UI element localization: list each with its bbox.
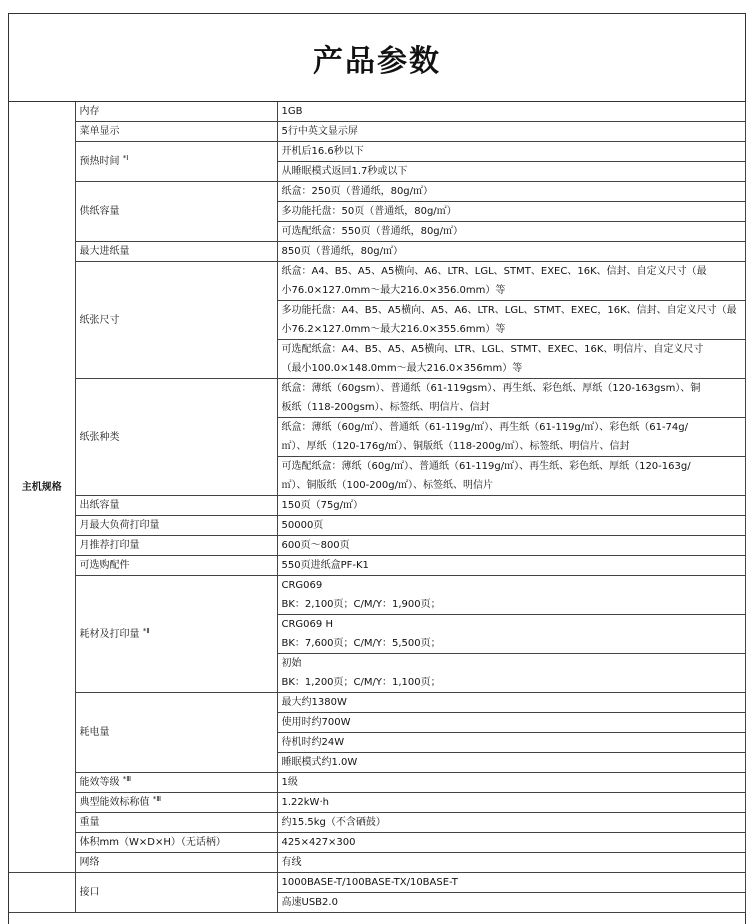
- row-value: 高速USB2.0: [277, 893, 745, 913]
- footnote-mark: *Ⅱ: [142, 626, 150, 635]
- table-row: [9, 122, 745, 142]
- table-row: [9, 576, 745, 615]
- row-label-paper-type: 纸张种类: [75, 379, 277, 496]
- row-value: 纸盒：250页（普通纸，80g/㎡）: [277, 182, 745, 202]
- row-value: 睡眠模式约1.0W: [277, 753, 745, 773]
- row-label-paper-size: 纸张尺寸: [75, 262, 277, 379]
- table-row: [9, 773, 745, 793]
- row-value: 待机时约24W: [277, 733, 745, 753]
- row-value: 550页进纸盒PF-K1: [277, 556, 745, 576]
- row-value: 纸盒：薄纸（60gsm）、普通纸（61-119gsm）、再生纸、彩色纸、厚纸（120-163gsm）、铜 板纸（118-200gsm）、标签纸、明信片、信封: [277, 379, 745, 418]
- table-row: [9, 853, 745, 873]
- row-value: 可选配纸盒：550页（普通纸，80g/㎡）: [277, 222, 745, 242]
- row-value: 多功能托盘：A4、B5、A5横向、A5、A6、LTR、LGL、STMT、EXEC，16K、信封、自定义尺寸（最 小76.2×127.0mm～最大216.0×355.6mm）等: [277, 301, 745, 340]
- row-value: 可选配纸盒：A4、B5、A5、A5横向、LTR、LGL、STMT、EXEC、16K、明信片、自定义尺寸 （最小100.0×148.0mm～最大216.0×356mm）等: [277, 340, 745, 379]
- table-row: [9, 496, 745, 516]
- row-label-energy-class: 能效等级 $^{*Ⅲ}$: [75, 773, 277, 793]
- row-label-max-input: 最大进纸量: [75, 242, 277, 262]
- table-row: [9, 536, 745, 556]
- row-value: 可选配纸盒：薄纸（60g/㎡）、普通纸（61-119g/㎡）、再生纸、彩色纸、厚纸（120-163g/ ㎡）、铜版纸（100-200g/㎡）、标签纸、明信片: [277, 457, 745, 496]
- row-value: 有线: [277, 853, 745, 873]
- spec-sheet: [8, 13, 746, 924]
- spec-table: [9, 102, 746, 913]
- row-label-max-duty: 月最大负荷打印量: [75, 516, 277, 536]
- row-value: 1GB: [277, 102, 745, 122]
- row-label-power: 耗电量: [75, 693, 277, 773]
- table-row: [9, 142, 745, 162]
- row-value: 1.22kW·h: [277, 793, 745, 813]
- table-row: [9, 556, 745, 576]
- footnote-mark: *Ⅲ: [152, 795, 162, 803]
- row-value: 425×427×300: [277, 833, 745, 853]
- row-label-output-capacity: 出纸容量: [75, 496, 277, 516]
- row-value: 850页（普通纸，80g/㎡）: [277, 242, 745, 262]
- table-row: [9, 242, 745, 262]
- row-label-consumables: 耗材及打印量 $^{*Ⅱ}$: [75, 576, 277, 693]
- table-row: [9, 379, 745, 418]
- row-label-dimensions: 体积mm（W×D×H）（无话柄）: [75, 833, 277, 853]
- row-value: 150页（75g/㎡）: [277, 496, 745, 516]
- row-label-warmup: 预热时间 $^{*Ⅰ}$: [75, 142, 277, 182]
- page-title: 产品参数: [313, 43, 441, 79]
- row-value: 初始 BK：1,200页；C/M/Y：1,100页；: [277, 654, 745, 693]
- row-label-network: 网络: [75, 853, 277, 873]
- row-value: 使用时约700W: [277, 713, 745, 733]
- row-value: 多功能托盘：50页（普通纸，80g/㎡）: [277, 202, 745, 222]
- footnote-mark: *Ⅰ: [122, 154, 129, 162]
- table-row: [9, 873, 745, 893]
- table-row: [9, 693, 745, 713]
- footnote-mark: *Ⅲ: [122, 775, 132, 783]
- row-value: 1级: [277, 773, 745, 793]
- row-label-menu-display: 菜单显示: [75, 122, 277, 142]
- row-value: 纸盒：A4、B5、A5、A5横向、A6、LTR、LGL、STMT、EXEC、16K、信封、自定义尺寸（最 小76.0×127.0mm～最大216.0×356.0mm）等: [277, 262, 745, 301]
- row-value: 纸盒：薄纸（60g/㎡）、普通纸（61-119g/㎡）、再生纸（61-119g/㎡）、彩色纸（61-74g/ ㎡）、厚纸（120-176g/㎡）、铜版纸（118-200g/㎡）、标签纸、明信片、信封: [277, 418, 745, 457]
- table-row: [9, 833, 745, 853]
- row-label-recommended-volume: 月推荐打印量: [75, 536, 277, 556]
- row-value: 50000页: [277, 516, 745, 536]
- group-label-continued: [9, 873, 75, 913]
- row-value: 约15.5kg（不含硒鼓）: [277, 813, 745, 833]
- title-band: [9, 14, 745, 102]
- row-label-options: 可选购配件: [75, 556, 277, 576]
- row-value: 1000BASE-T/100BASE-TX/10BASE-T: [277, 873, 745, 893]
- row-value: 5行中英文显示屏: [277, 122, 745, 142]
- table-row: [9, 793, 745, 813]
- row-value: CRG069 BK：2,100页；C/M/Y：1,900页；: [277, 576, 745, 615]
- row-label-tec: 典型能效标称值 $^{*Ⅲ}$: [75, 793, 277, 813]
- row-value: 最大约1380W: [277, 693, 745, 713]
- table-row: [9, 516, 745, 536]
- row-value: 从睡眠模式返回1.7秒或以下: [277, 162, 745, 182]
- row-label-paper-capacity: 供纸容量: [75, 182, 277, 242]
- row-value: 开机后16.6秒以下: [277, 142, 745, 162]
- table-row: [9, 262, 745, 301]
- group-label: 主机规格: [9, 102, 75, 873]
- row-value: 600页～800页: [277, 536, 745, 556]
- row-value: CRG069 H BK：7,600页；C/M/Y：5,500页；: [277, 615, 745, 654]
- row-label-weight: 重量: [75, 813, 277, 833]
- table-row: [9, 182, 745, 202]
- row-label-interface: 接口: [75, 873, 277, 913]
- table-row: [9, 813, 745, 833]
- table-row: [9, 102, 745, 122]
- row-label-memory: 内存: [75, 102, 277, 122]
